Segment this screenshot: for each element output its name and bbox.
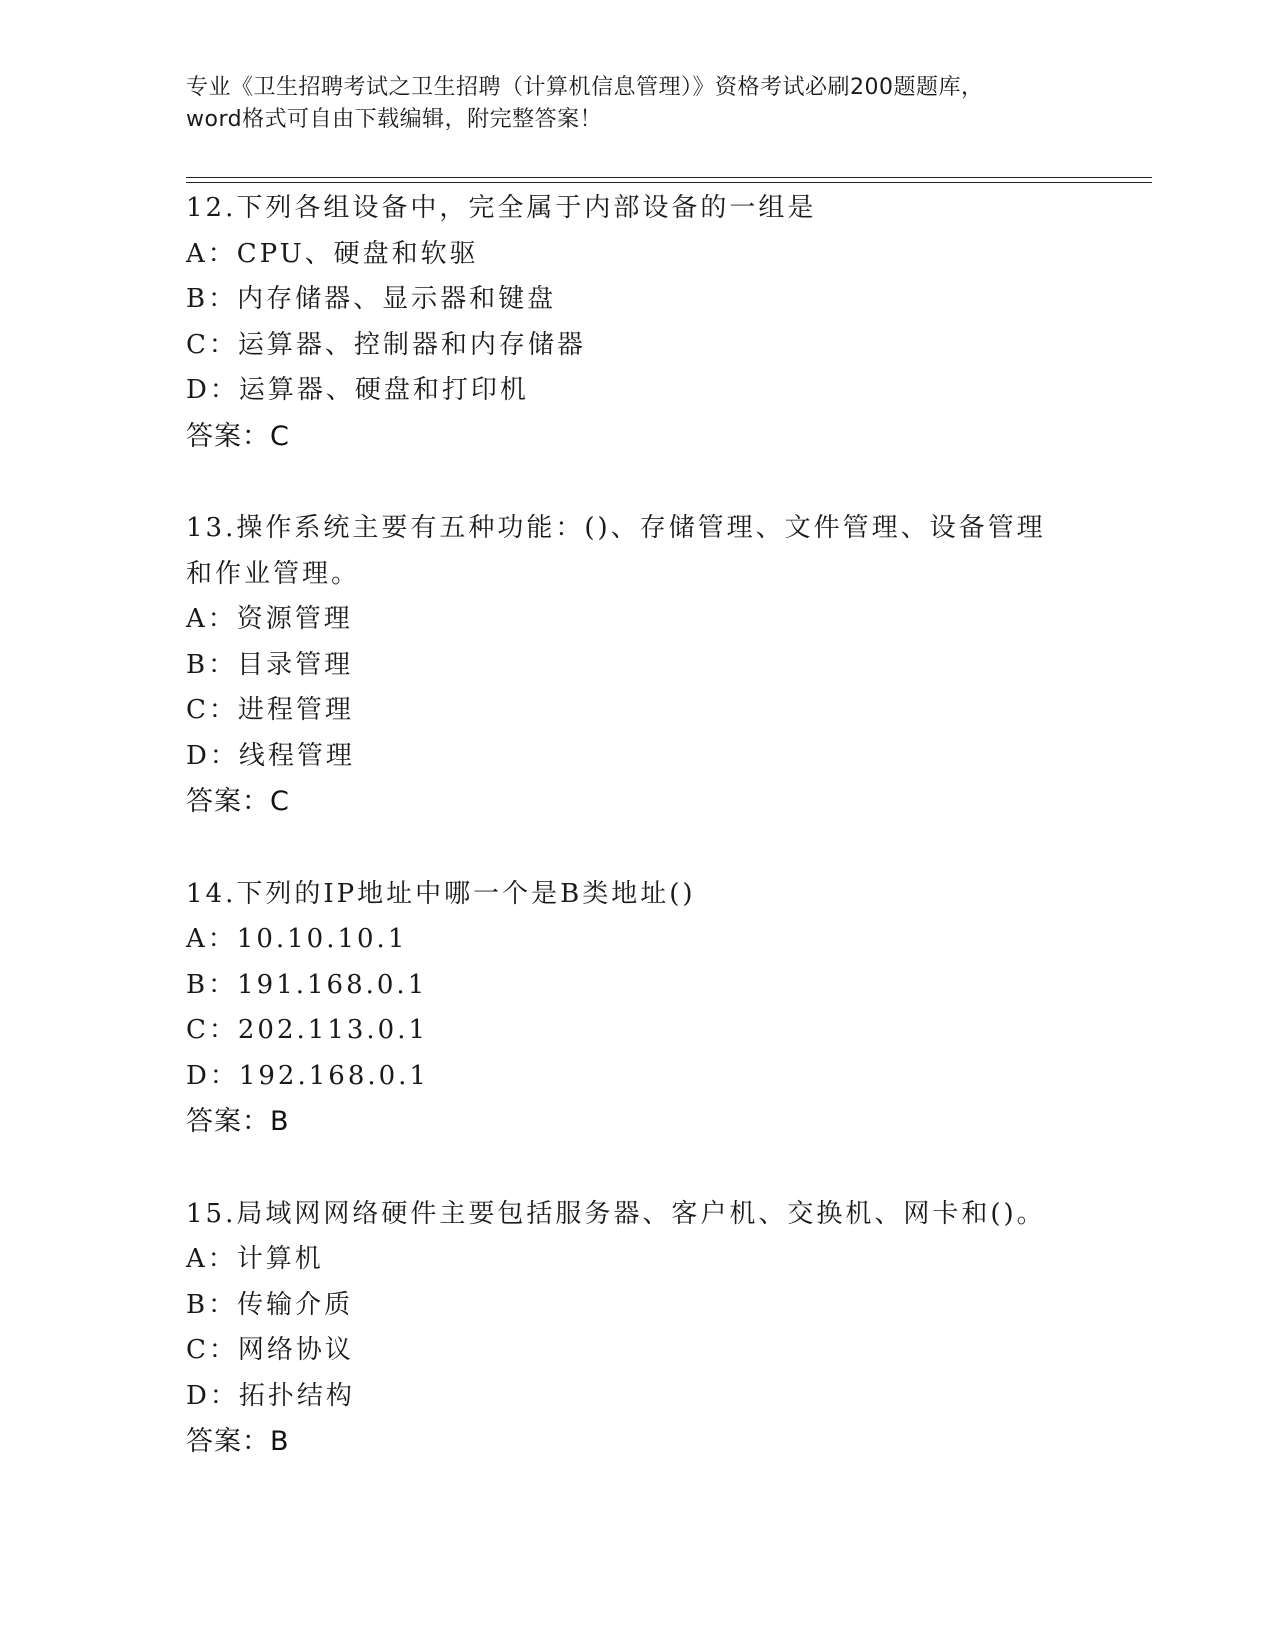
question-list	[186, 186, 1086, 1512]
header-line-1: 专业《卫生招聘考试之卫生招聘（计算机信息管理）》资格考试必刷200题题库，	[186, 75, 984, 100]
option-a: A：10.10.10.1	[186, 924, 408, 954]
document-header	[186, 72, 1086, 136]
option-b: B：目录管理	[186, 649, 354, 680]
question-text: 15.局域网网络硬件主要包括服务器、客户机、交换机、网卡和()。	[186, 1198, 1046, 1229]
question-item	[186, 1192, 1086, 1465]
answer-label: 答案：C	[186, 420, 290, 452]
option-a: A：计算机	[186, 1244, 324, 1274]
question-text: 13.操作系统主要有五种功能：()、存储管理、文件管理、设备管理和作业管理。	[186, 513, 1046, 589]
option-c: C：网络协议	[186, 1335, 354, 1365]
answer-label: 答案：C	[186, 786, 290, 817]
option-c: C：运算器、控制器和内存储器	[186, 329, 586, 360]
option-b: B：191.168.0.1	[186, 969, 428, 1000]
option-d: D：192.168.0.1	[186, 1060, 429, 1091]
option-d: D：运算器、硬盘和打印机	[186, 375, 529, 405]
answer-label: 答案：B	[186, 1106, 290, 1137]
option-a: A：资源管理	[186, 604, 353, 634]
question-item	[186, 186, 1086, 459]
option-d: D：线程管理	[186, 740, 355, 771]
option-b: B：内存储器、显示器和键盘	[186, 284, 557, 314]
header-divider-bottom	[186, 182, 1152, 183]
header-line-2: word格式可自由下载编辑，附完整答案！	[186, 107, 603, 132]
question-text: 14.下列的IP地址中哪一个是B类地址()	[186, 878, 696, 909]
option-d: D：拓扑结构	[186, 1380, 355, 1411]
option-b: B：传输介质	[186, 1289, 354, 1320]
header-divider-top	[186, 177, 1152, 178]
question-item	[186, 872, 1086, 1145]
question-text: 12.下列各组设备中，完全属于内部设备的一组是	[186, 193, 817, 223]
option-c: C：进程管理	[186, 695, 354, 725]
question-item	[186, 506, 1086, 825]
answer-label: 答案：B	[186, 1426, 290, 1457]
option-a: A：CPU、硬盘和软驱	[186, 238, 479, 269]
option-c: C：202.113.0.1	[186, 1015, 429, 1045]
